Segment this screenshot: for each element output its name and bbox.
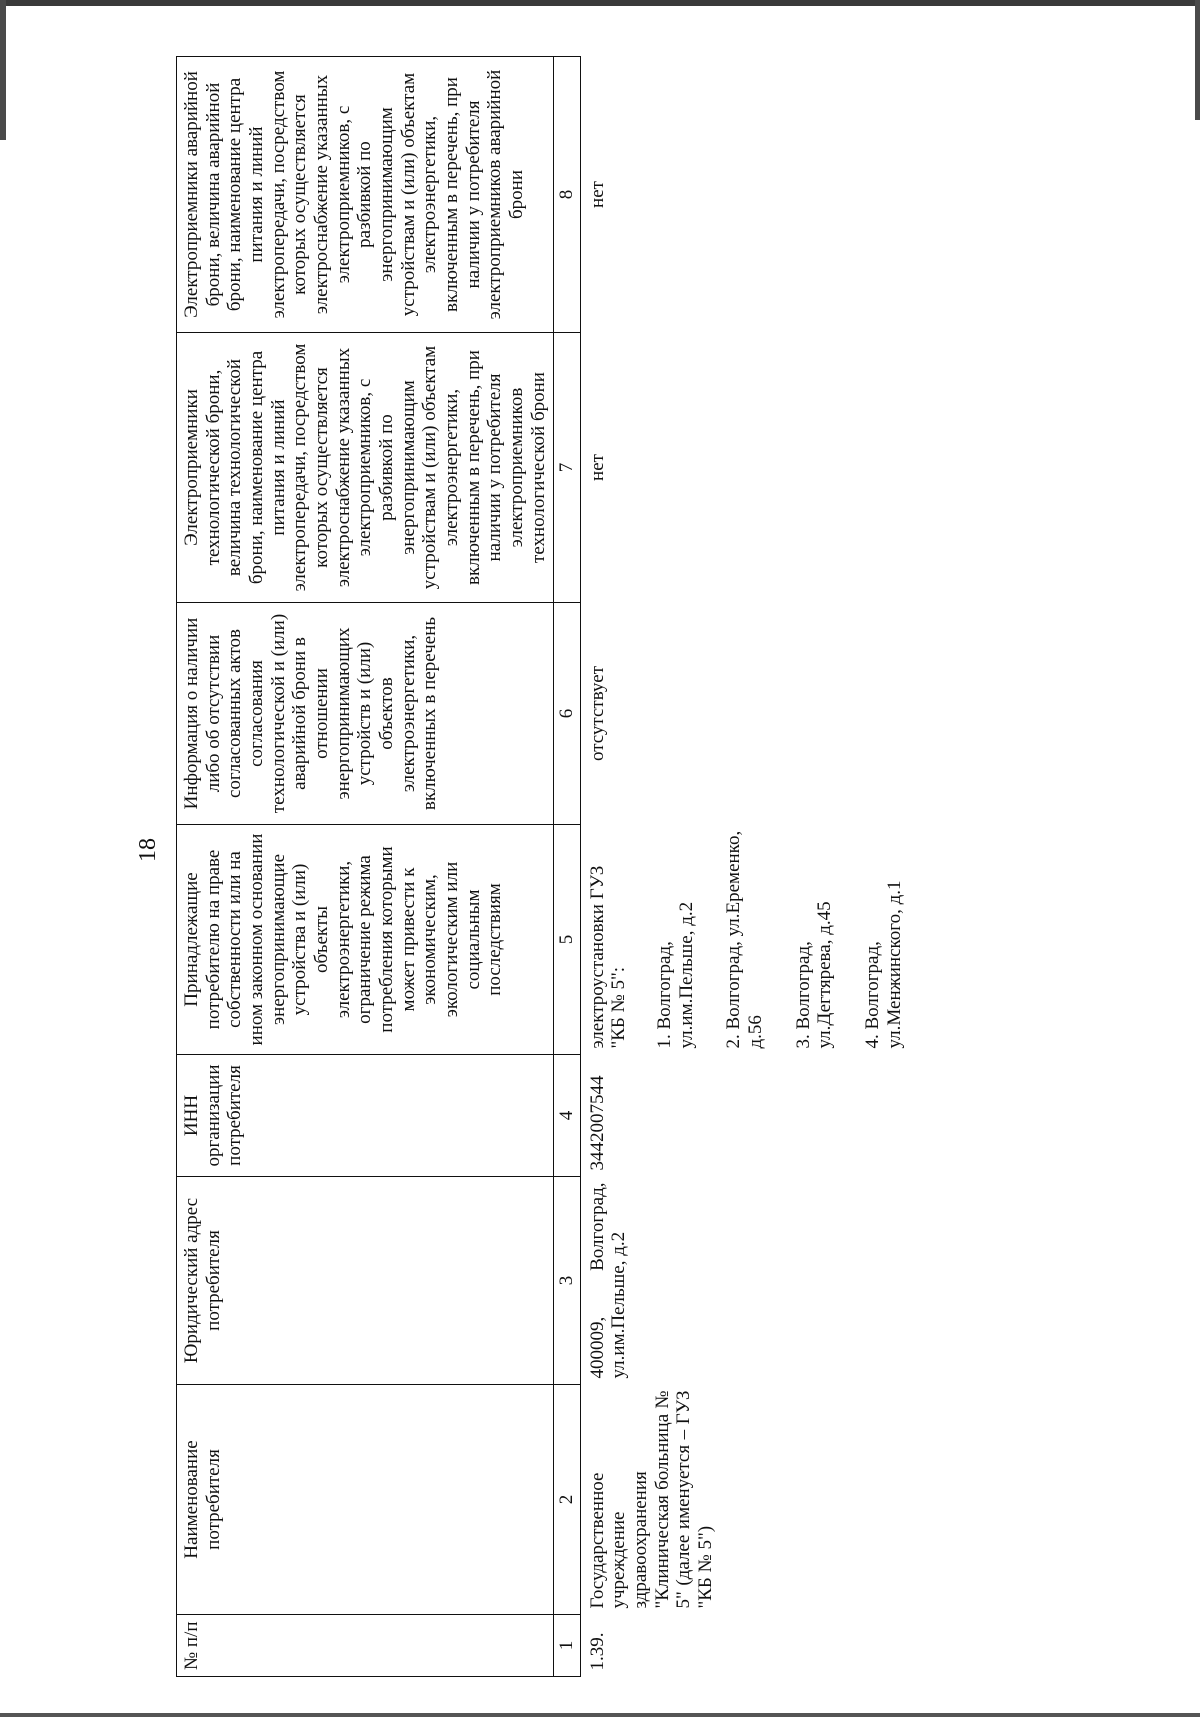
scan-edge-top [0, 0, 1200, 6]
column-number: 2 [554, 1385, 581, 1615]
consumer-inn: 3442007544 [586, 1075, 608, 1171]
header-inn: ИНН организации потребителя [177, 1055, 554, 1177]
consumer-name: Государственное учреждение здравоохранения "Клиническая больница № 5" (далее именуется – ГУЗ "КБ № 5") [586, 1390, 717, 1609]
column-number: 8 [554, 57, 581, 333]
header-devices: Принадлежащие потребителю на праве собственности или на ином законном основании энергопринимающие устройства и (или) объекты электроэнергетики, ограничение режима потребления которыми может привести к экономическим, экологическим или социальным последствиям [177, 825, 554, 1055]
page-number: 18 [135, 838, 161, 862]
header-name: Наименование потребителя [177, 1385, 554, 1615]
device-address: 4. Волгоград, ул.Менжинского, д.1 [862, 880, 905, 1049]
rotated-page-content [176, 57, 1196, 1677]
table-row [580, 57, 935, 1677]
header-acts: Информация о наличии либо об отсутствии согласованных актов согласования технологической и (или) аварийной брони в отношении энергопринимающих устройств и (или) объектов электроэнергетики, включенных в перечень [177, 603, 554, 825]
row-number: 1.39. [586, 1632, 608, 1671]
device-address: 1. Волгоград, ул.им.Пельше, д.2 [654, 901, 697, 1049]
consumer-table [176, 56, 935, 1677]
tech-reserve-value: нет [586, 454, 608, 481]
devices-intro: электроустановки ГУЗ "КБ № 5": [586, 865, 630, 1049]
scan-edge-left [0, 0, 6, 140]
header-emergency-reserve: Электроприемники аварийной брони, величина аварийной брони, наименование центра питания и линий электропередачи, посредством которых осуществляется электроснабжение указанных электроприемников, с разбивкой по энергопринимающим устройствам и (или) объектам электроэнергетики, включенным в перечень, при наличии у потребителя электроприемников аварийной брони [177, 57, 554, 333]
column-number-row [554, 57, 581, 1677]
consumer-devices [580, 825, 935, 1055]
acts-status: отсутствует [586, 665, 608, 762]
column-number: 1 [554, 1615, 581, 1677]
column-number: 7 [554, 333, 581, 603]
column-number: 5 [554, 825, 581, 1055]
emergency-reserve-value: нет [586, 181, 608, 208]
header-address: Юридический адрес потребителя [177, 1177, 554, 1385]
header-tech-reserve: Электроприемники технологической брони, величина технологической брони, наименование центра питания и линий электропередачи, посредством которых осуществляется электроснабжение указанных электроприемников, с разбивкой по энергопринимающим устройствам и (или) объектам электроэнергетики, включенным в перечень, при наличии у потребителя электроприемников технологической брони [177, 333, 554, 603]
device-address: 3. Волгоград, ул.Дегтярева, д.45 [792, 901, 836, 1049]
header-num: № п/п [177, 1615, 554, 1677]
scan-edge-bottom [0, 1713, 1200, 1717]
consumer-address: 400009, Волгоград, ул.им.Пельше, д.2 [586, 1182, 630, 1379]
device-address: 2. Волгоград, ул.Еременко, д.56 [723, 830, 767, 1049]
column-number: 3 [554, 1177, 581, 1385]
devices-list [654, 831, 905, 1049]
column-number: 6 [554, 603, 581, 825]
column-number: 4 [554, 1055, 581, 1177]
header-row [177, 57, 554, 1677]
